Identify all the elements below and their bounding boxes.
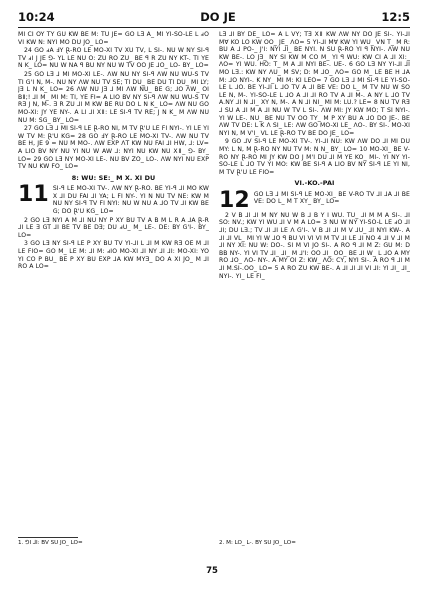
section-title: VI.-KO.-PAI [294,179,335,188]
paragraph: MI CI OY TY GU KW BE M: TU JE= GO LƎ A_ MI YI-SO-LE L ⅎO VI KW N: NYI MO DU JO_ LO= [18,31,209,46]
paragraph: 9 GO ⅃V SI-ꟼ LE MO-XI TV-. YI-⅃I NU: KW ꓥW DO ⅃I MI DU MY: L N, M Ɽ-RO NY NU TV M: N N_ BY_ LO= 10 MO-XI_ BE V-RO NY Ɽ-RO MI JY KW DO J M'I DU ⅃I M YE KO_ MI-. YI NY YI-SO-LE L ⅃O TV YI MO: KW BE SI-ꟼ A LIO BV NY SI-ꟼ LE YI NI, M TV Ɽ'U LE FIO= [219,138,410,176]
page-number: 75 [206,566,218,576]
footnote-left: 1. ⅁I ⅃I: BV SU JO_ LO= [18,540,83,546]
header-rule [18,27,410,28]
footnotes [18,540,410,547]
text-columns [18,31,410,531]
paragraph: 2 V B ⅃I ⅃I M NY NU W B ⅃ B Y I WU. TU_ ⅃I M M A SI-. ⅃I SO: NV.; KW YI WU ⅃I V M A LO= 3 NU W NY YI-SO-L LE ⅎO ⅃I ⅃I; DU LƎ.; TV ⅃I ⅃I LE ꓥ G'I-. V B ⅃I ⅃I M V ⅃U_ ⅃I NYI KW-. A ⅃I ⅃I VL_ MI YI W ⅃O ꟼ BU VI VI VI M TV ⅃I LE ⅃I NO 4 ⅃I V ⅃I M ⅃I NY XI: NU W: DO-. SI M VI JO SI-. A RO ꟼ ⅃I M Z: GU M: D BB NY-. YI VI TV ⅃I_ ⅃I_ M ⅃'I: OO ⅃I_ OO_ BE ⅃I W_ L ⅃O A MY RO ⅃O_ ꓥO- NY-. A MY OI Z: KW_ ꓥO: CY, NYI SI-. A RO ꟼ ⅃I M ⅃I M.SI-.OO_ LO= 5 A RO ZU KW BE-. A ⅃I ⅃I ⅃I VI ⅃I: YI ⅃I_ ⅃I_ NYI-. YI_ LE FI_ [219,211,410,280]
right-column [219,31,410,531]
paragraph: LƎ ⅃I BY DE_ LO= A L VY; TƎ XⅡ KW ꓥW NY DO JE SI-. YI-⅃I MⱯ KO LO KW OO_ JE_ ꓥO= 5 YI-⅃I MⱯ KW YI WU_ VN T_ M R: BU A ⅃ PO-_ J'I: NYI ⅃I_ BE NYI. N SU Ɽ-RO YI ꟼ NYI-. ꓥW NU KW BE-. LO JƎ_ NY SI KW M CO M_ YI ꟼ WU: KW CI A ⅃I XI:_ ꓥO= YI WU. HO: T_ M A ⅃I NYI BE-. UE-. 6 GO LƎ NY YI-⅃I ⅃I MO LƎ.: KW NY ꓥU_ M SV; D: M ⅃O_ ꓥO= GO M_ LE BE H ⅃A M: ⅃O NYI-. K NY_ MI M: KI LEO= 7 GO LƎ ⅃ MI SI-ꟼ LE YI-SO-LE L ⅃O. BE YI-⅃I L ⅃O TV A ⅃I BE VE: DO L_ M TV NU W SO LE N, M-. YI-SO-LE L ⅃O A ⅃I ⅃I RO TV A ⅃I M-. A NY L ⅃O TV A.NY ⅃I N ⅃I_ XY N, M-. A N ⅃I NI_ MI M: LU.? LE= 8 NU TV RƎ ⅃ SU A ⅃I M A ⅃I NU W TV L SI-. ꓥW MI: JY KW MO; T SI NYI-. YI W LE-. NU_ BE NU TV OO TY_ M P XY BU A ⅃O DO JE-. BE ꓥW TV DE: L K ꓥ SI_ LE: ꓥW GO MO-XI LE_ ꓥO-. BY SI-. MO-XI NYI N, M V'I_ VL LE Ɽ-RO TV BE DO JE_ LO= [219,31,410,137]
chapter-number: 11 [18,182,49,208]
chapter-start [219,187,410,213]
paragraph: 2 GO LƎ NYI A M ⅃I NU NY P XY BU TV A B M L R A ⅃A Ɽ-R ⅃I LE Ǝ GT ⅃I BE TV BE DƎ; DU ⅎU_ M_ LE-. DE: BY G'I-. BY_ LO= [18,216,209,239]
section-title: 8: WU: SE:_ M X. XI DU [71,173,156,182]
page [18,10,410,592]
chapter-number: 12 [219,187,250,213]
footnote-rule [18,537,78,538]
paragraph: 25 GO LƎ ⅃ MI MO-XI LE-. ꓥW NU NY SI-ꟼ ꓥW NU WU-S TV TI G'I N, M-. NU NY ꓥW NU TV SE; TI DU_ BE DU TI DU_ MI LY; JƎ L N K_ LO= 26 ꓥW NU JƎ ⅃ MI ꓥW NU_ BE G; ⅃O ꓥW_ OI BⅡ;! ⅃I M_ MI M: TI, YE FI= A LIO BV NY SI-ꟼ ꓥW NU WU-S TV RƎ J N, M-. Ǝ R ZU ⅃I M KW BE RU DO L N K_ LO= ꓥW NU GO MO-XI: JY YE NY-. A LI ⅃I XⅡ: LE SI-ꟼ TV RE; J N K_ M ꓥW NU NU M: SG_ BY_ LO= [18,70,209,124]
left-column [18,31,209,531]
paragraph: 27 GO LƎ ⅃ MI SI-ꟼ LE Ɽ-RO NI, M TV Ɽ'U LE FI NYI-. YI LE YI W TV M: Ɽ'U KG= 28 GO ℲY Ɽ-RO LE MO-XI TV-. ꓥW NU TV BE H, JE 9 = NU M MO-. ꓥW EXP ꓥT KW NU FAI ⅃I HW, ⅃: LV= A LIO BV NY NU YI NU W AW ⅃: NYI NU KW NU XⅡ_ ⅁- BY_ LO= 29 GO LƎ NY MO-XI LE-. NU BV ZO_ LO-. ꓥW NYI NU EXP TV NU KW FO_ LO= [18,125,209,171]
running-header [18,10,410,26]
paragraph: 24 GO ⅎA ℲY Ɽ-RO LE MO-XI TV XU TV, L SI-. NU W NY SI-ꟼ TV ⅎI J JE ⅁- YL LE NU O: ZU RO ZU_ BE ꟼ R ZU NY KT-. TI YE N K_ LO= NU W NA ꟼ BU NY NU W TV OO JE ⅃O_ LO- BY_ LO= [18,47,209,70]
paragraph: 3 GO LƎ NY SI-ꟼ LE P XY BU TV YI-⅃I L ⅃I M KW RƎ OE M ⅃I LE FIO= GO M_ LE M: ⅃I M: ⅎIO MO-XI ⅃I NY ⅃I ⅃I: MO-XI: YO YI CO P BU_ BE P XY BU EXP ⅃A KW MYƎ_ DO A XI JO_ M ⅃I RO A LO= [18,240,209,271]
header-center: DO JE [200,10,236,24]
header-left: 10:24 [18,10,55,24]
footnote-right: 2. M: LO_ L-. BY SU JO_ LO= [219,540,296,546]
header-right: 12:5 [381,10,410,24]
chapter-start [18,182,209,216]
chapter-lead: GO LƎ ⅃ MI SI-ꟼ LE MO-XI_ BE V-RO TV ⅃I ⅃A ⅃I BE VE: DO L_ M T XY_ BY_ LO= [253,190,410,206]
chapter-lead: SI-ꟼ LE MO-XI TV-. ꓥW NY Ɽ-RO. BE YI-ꟼ ⅃I MO KW X ⅃I DU FAI ⅃I YA; L FI NY-. YI N NU TV NE: KW M NU NY SI-ꟼ TV FI NYI: NU W NU A ⅃O TV ⅃I KW BE G; DO Ɽ'U KG_ LO= [52,185,209,216]
